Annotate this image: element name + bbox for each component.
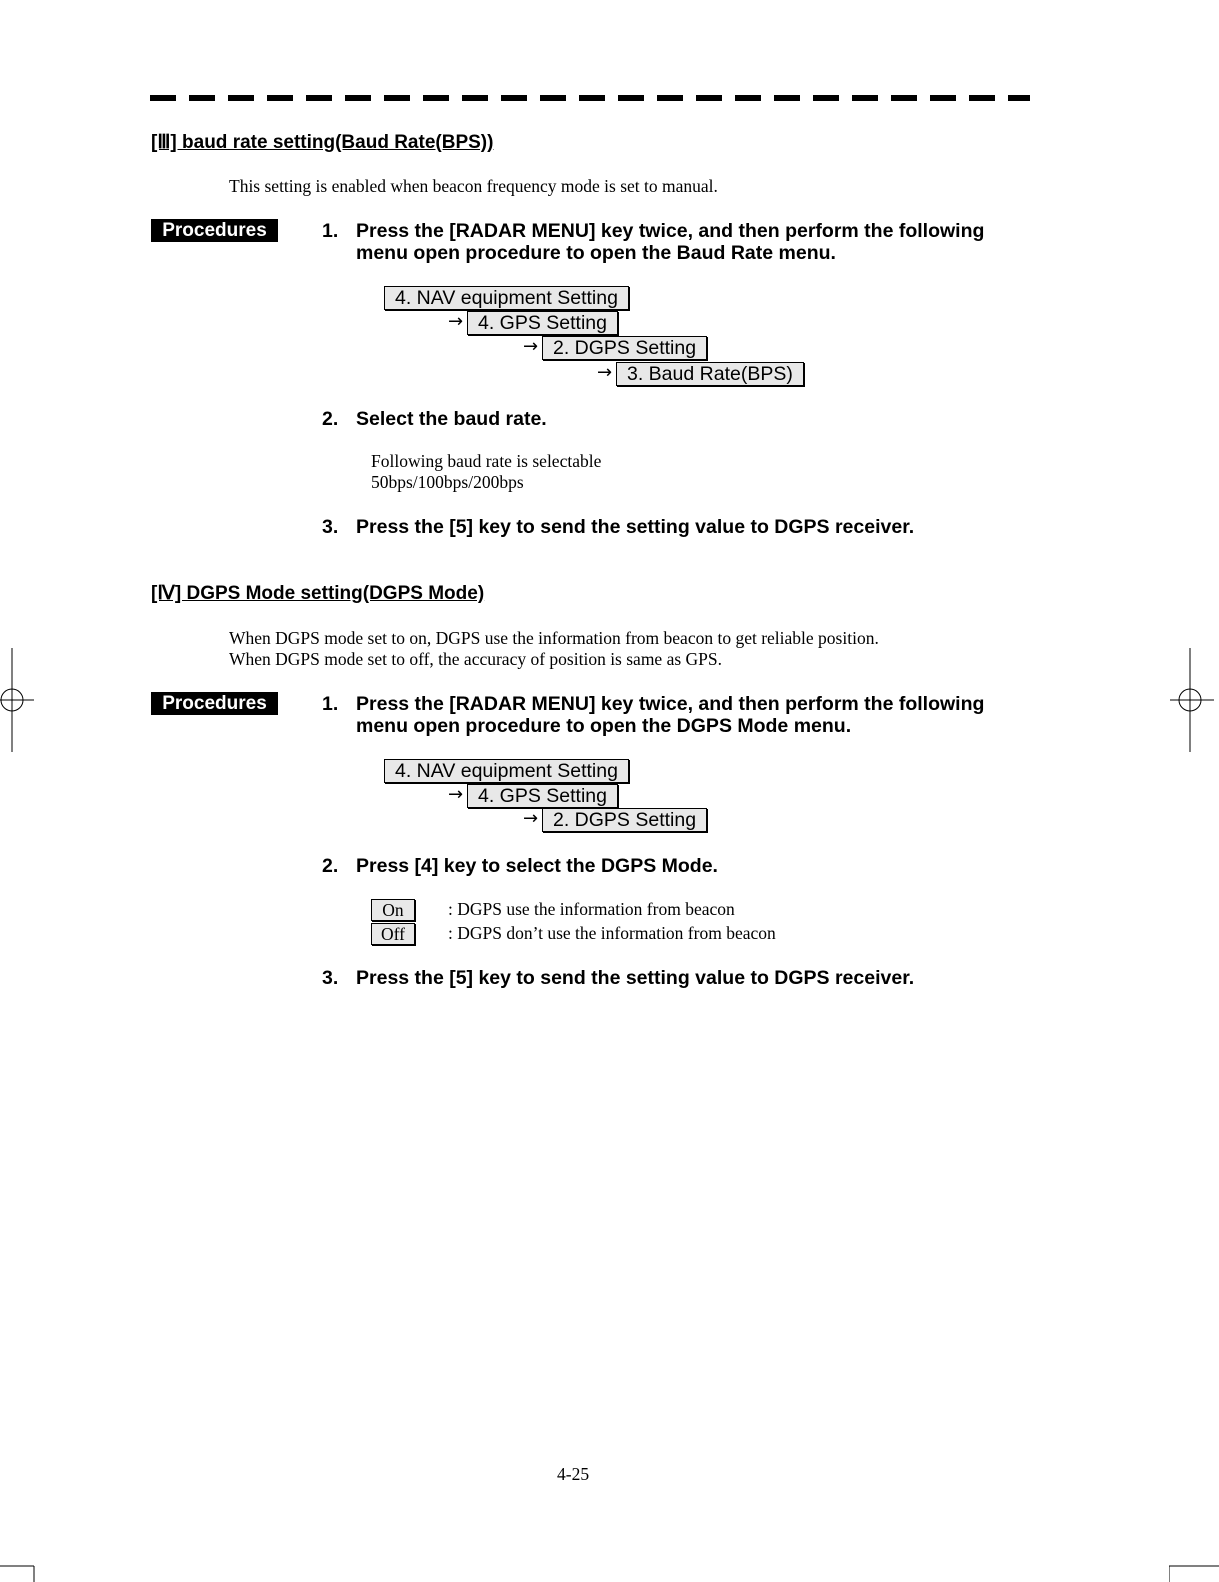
step-number: 3. — [322, 516, 339, 538]
arrow-right-icon: → — [523, 808, 539, 829]
arrow-right-icon: → — [523, 336, 539, 357]
registration-mark-icon — [0, 648, 44, 752]
section4-heading: [Ⅳ] DGPS Mode setting(DGPS Mode) — [151, 583, 485, 604]
arrow-right-icon: → — [597, 362, 613, 383]
step-text: Press the [5] key to send the setting value to DGPS receiver. — [356, 516, 915, 538]
menu-item-gps-setting: 4. GPS Setting — [467, 784, 618, 808]
arrow-right-icon: → — [448, 311, 464, 332]
option-on-desc: : DGPS use the information from beacon — [448, 899, 735, 919]
menu-item-nav-equipment: 4. NAV equipment Setting — [384, 286, 629, 310]
registration-mark-icon — [1170, 648, 1214, 752]
step-text: Press [4] key to select the DGPS Mode. — [356, 855, 718, 877]
menu-item-baud-rate: 3. Baud Rate(BPS) — [616, 362, 804, 386]
procedures-badge: Procedures — [151, 219, 278, 242]
step-text: menu open procedure to open the DGPS Mode menu. — [356, 715, 852, 737]
step-number: 2. — [322, 855, 339, 877]
step-text: Select the baud rate. — [356, 408, 547, 430]
crop-mark-icon — [0, 1560, 40, 1582]
baud-note: Following baud rate is selectable — [371, 451, 602, 471]
page-number: 4-25 — [557, 1464, 590, 1484]
menu-item-nav-equipment: 4. NAV equipment Setting — [384, 759, 629, 783]
step-text: Press the [RADAR MENU] key twice, and then perform the following — [356, 220, 985, 242]
option-off-desc: : DGPS don’t use the information from beacon — [448, 923, 776, 943]
procedures-badge: Procedures — [151, 692, 278, 715]
step-number: 1. — [322, 693, 339, 715]
option-off-box: Off — [371, 923, 415, 945]
step-text: Press the [RADAR MENU] key twice, and then perform the following — [356, 693, 985, 715]
crop-mark-icon — [1169, 1560, 1219, 1582]
menu-item-dgps-setting: 2. DGPS Setting — [542, 336, 707, 360]
top-dashed-rule — [150, 95, 1030, 101]
section3-intro: This setting is enabled when beacon frequency mode is set to manual. — [229, 176, 718, 196]
menu-item-dgps-setting: 2. DGPS Setting — [542, 808, 707, 832]
step-number: 2. — [322, 408, 339, 430]
section3-heading: [Ⅲ] baud rate setting(Baud Rate(BPS)) — [151, 132, 494, 153]
step-text: menu open procedure to open the Baud Rate menu. — [356, 242, 836, 264]
option-on-box: On — [371, 899, 415, 921]
arrow-right-icon: → — [448, 784, 464, 805]
baud-options: 50bps/100bps/200bps — [371, 472, 524, 492]
menu-item-gps-setting: 4. GPS Setting — [467, 311, 618, 335]
step-text: Press the [5] key to send the setting value to DGPS receiver. — [356, 967, 915, 989]
step-number: 1. — [322, 220, 339, 242]
section4-intro: When DGPS mode set to on, DGPS use the information from beacon to get reliable position. — [229, 628, 879, 648]
step-number: 3. — [322, 967, 339, 989]
section4-intro: When DGPS mode set to off, the accuracy of position is same as GPS. — [229, 649, 722, 669]
